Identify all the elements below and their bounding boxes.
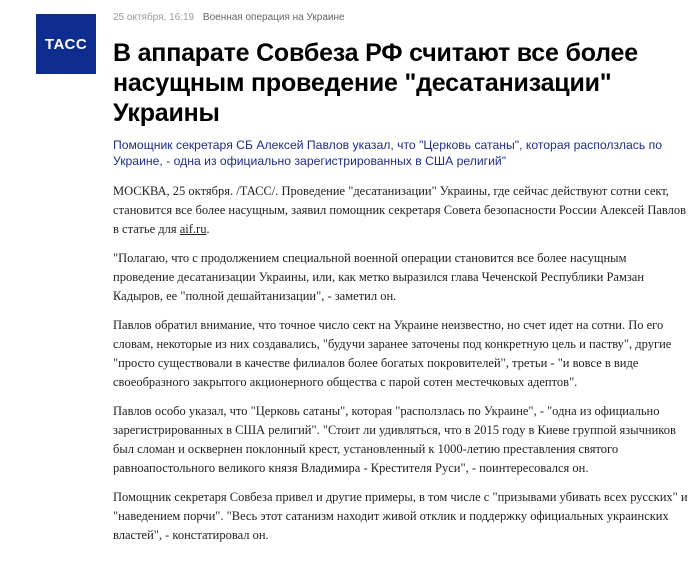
paragraph-5: Помощник секретаря Совбеза привел и другие примеры, в том числе с "призывами убивать всех русских" и "наведением порчи". "Весь этот сатанизм находит живой отклик и поддержку официальных украинских властей", - констатировал он. (113, 490, 688, 542)
article-datetime: 25 октября, 16:19 (113, 12, 195, 23)
paragraph-2: "Полагаю, что с продолжением специальной военной операции становится все более насущным проведение десатанизации Украины, или, как метко выразился глава Чеченской Республики Рамзан Кадыров, ее "полной дешайтанизации", - заметил он. (113, 251, 645, 303)
article-rubric-link[interactable]: Военная операция на Украине (202, 12, 345, 23)
article-body (113, 182, 688, 545)
paragraph-4: Павлов особо указал, что "Церковь сатаны", которая "расползлась по Украине", - "одна из официально зарегистрированных в США религий". "Стоит ли удивляться, что в 2015 году в Киеве группой язычников был сломан и осквернен поклонный крест, установленный к 1000-летию преставления святого равноапостольного великого князя Владимира - Крестителя Руси", - поинтересовался он. (113, 404, 676, 475)
paragraph-1-end: . (206, 222, 210, 236)
article-title: В аппарате Совбеза РФ считают все более насущным проведение "десатанизации" Украины (113, 39, 638, 127)
paragraph-1 (113, 182, 688, 239)
logo-text: ТАСС (44, 35, 88, 53)
paragraph-1-text: МОСКВА, 25 октября. /ТАСС/. Проведение "десатанизации" Украины, где сейчас действуют сотни сект, становится все более насущным, заявил помощник секретаря Совета безопасности России Алексей Павлов в статье для (113, 184, 687, 236)
article-lead: Помощник секретаря СБ Алексей Павлов указал, что "Церковь сатаны", которая расползлась по Украине, - одна из официально зарегистрированных в США религий" (113, 138, 663, 168)
paragraph-3: Павлов обратил внимание, что точное число сект на Украине неизвестно, но счет идет на сотни. По его словам, некоторые из них создавались, "будучи заранее заточены под конкретную цель и паству", другие "просто существовали в качестве филиалов более богатых покровителей", третьи - "и вовсе в виде своеобразного закрытого акционерного общества с парой сотен местечковых адептов". (113, 318, 672, 389)
aif-link[interactable]: aif.ru (179, 222, 207, 236)
tass-logo[interactable] (36, 14, 96, 74)
article-meta (113, 10, 688, 26)
article (113, 10, 688, 555)
